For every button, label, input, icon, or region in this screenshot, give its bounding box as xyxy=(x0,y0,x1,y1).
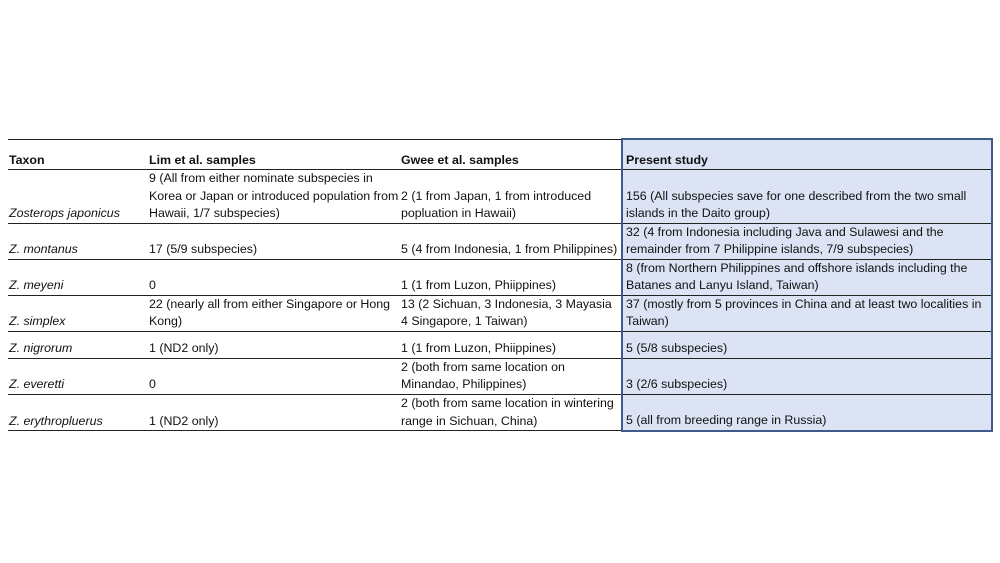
present-cell: 37 (mostly from 5 provinces in China and at least two localities in Taiwan) xyxy=(622,295,992,331)
gwee-cell: 5 (4 from Indonesia, 1 from Philippines) xyxy=(400,223,622,259)
header-lim-samples: Lim et al. samples xyxy=(148,139,400,170)
present-cell: 8 (from Northern Philippines and offshore islands including the Batanes and Lanyu Island, Taiwan) xyxy=(622,259,992,295)
lim-cell: 22 (nearly all from either Singapore or Hong Kong) xyxy=(148,295,400,331)
lim-cell: 0 xyxy=(148,259,400,295)
table-row xyxy=(8,394,992,431)
table-row xyxy=(8,259,992,295)
lim-cell: 17 (5/9 subspecies) xyxy=(148,223,400,259)
table-row xyxy=(8,170,992,224)
present-cell: 5 (5/8 subspecies) xyxy=(622,331,992,358)
gwee-cell: 1 (1 from Luzon, Phiippines) xyxy=(400,259,622,295)
present-cell: 32 (4 from Indonesia including Java and Sulawesi and the remainder from 7 Philippine islands, 7/9 subspecies) xyxy=(622,223,992,259)
taxon-cell: Z. nigrorum xyxy=(8,331,148,358)
table-row xyxy=(8,331,992,358)
gwee-cell: 2 (both from same location on Minandao, Philippines) xyxy=(400,358,622,394)
lim-cell: 1 (ND2 only) xyxy=(148,331,400,358)
taxon-cell: Z. everetti xyxy=(8,358,148,394)
present-cell: 3 (2/6 subspecies) xyxy=(622,358,992,394)
taxon-cell: Z. meyeni xyxy=(8,259,148,295)
taxon-cell: Z. erythropluerus xyxy=(8,394,148,431)
gwee-cell: 13 (2 Sichuan, 3 Indonesia, 3 Mayasia 4 Singapore, 1 Taiwan) xyxy=(400,295,622,331)
header-row xyxy=(8,139,992,170)
gwee-cell: 1 (1 from Luzon, Phiippines) xyxy=(400,331,622,358)
taxon-cell: Zosterops japonicus xyxy=(8,170,148,224)
table-row xyxy=(8,295,992,331)
table-row xyxy=(8,223,992,259)
table-row xyxy=(8,358,992,394)
lim-cell: 9 (All from either nominate subspecies in Korea or Japan or introduced population from Hawaii, 1/7 subspecies) xyxy=(148,170,400,224)
sample-comparison-table xyxy=(8,138,993,432)
lim-cell: 1 (ND2 only) xyxy=(148,394,400,431)
lim-cell: 0 xyxy=(148,358,400,394)
taxon-cell: Z. simplex xyxy=(8,295,148,331)
present-cell: 156 (All subspecies save for one described from the two small islands in the Daito group) xyxy=(622,170,992,224)
gwee-cell: 2 (1 from Japan, 1 from introduced popluation in Hawaii) xyxy=(400,170,622,224)
gwee-cell: 2 (both from same location in wintering range in Sichuan, China) xyxy=(400,394,622,431)
present-cell: 5 (all from breeding range in Russia) xyxy=(622,394,992,431)
taxon-cell: Z. montanus xyxy=(8,223,148,259)
header-present-study: Present study xyxy=(622,139,992,170)
comparison-table-container xyxy=(8,138,992,432)
header-taxon: Taxon xyxy=(8,139,148,170)
header-gwee-samples: Gwee et al. samples xyxy=(400,139,622,170)
